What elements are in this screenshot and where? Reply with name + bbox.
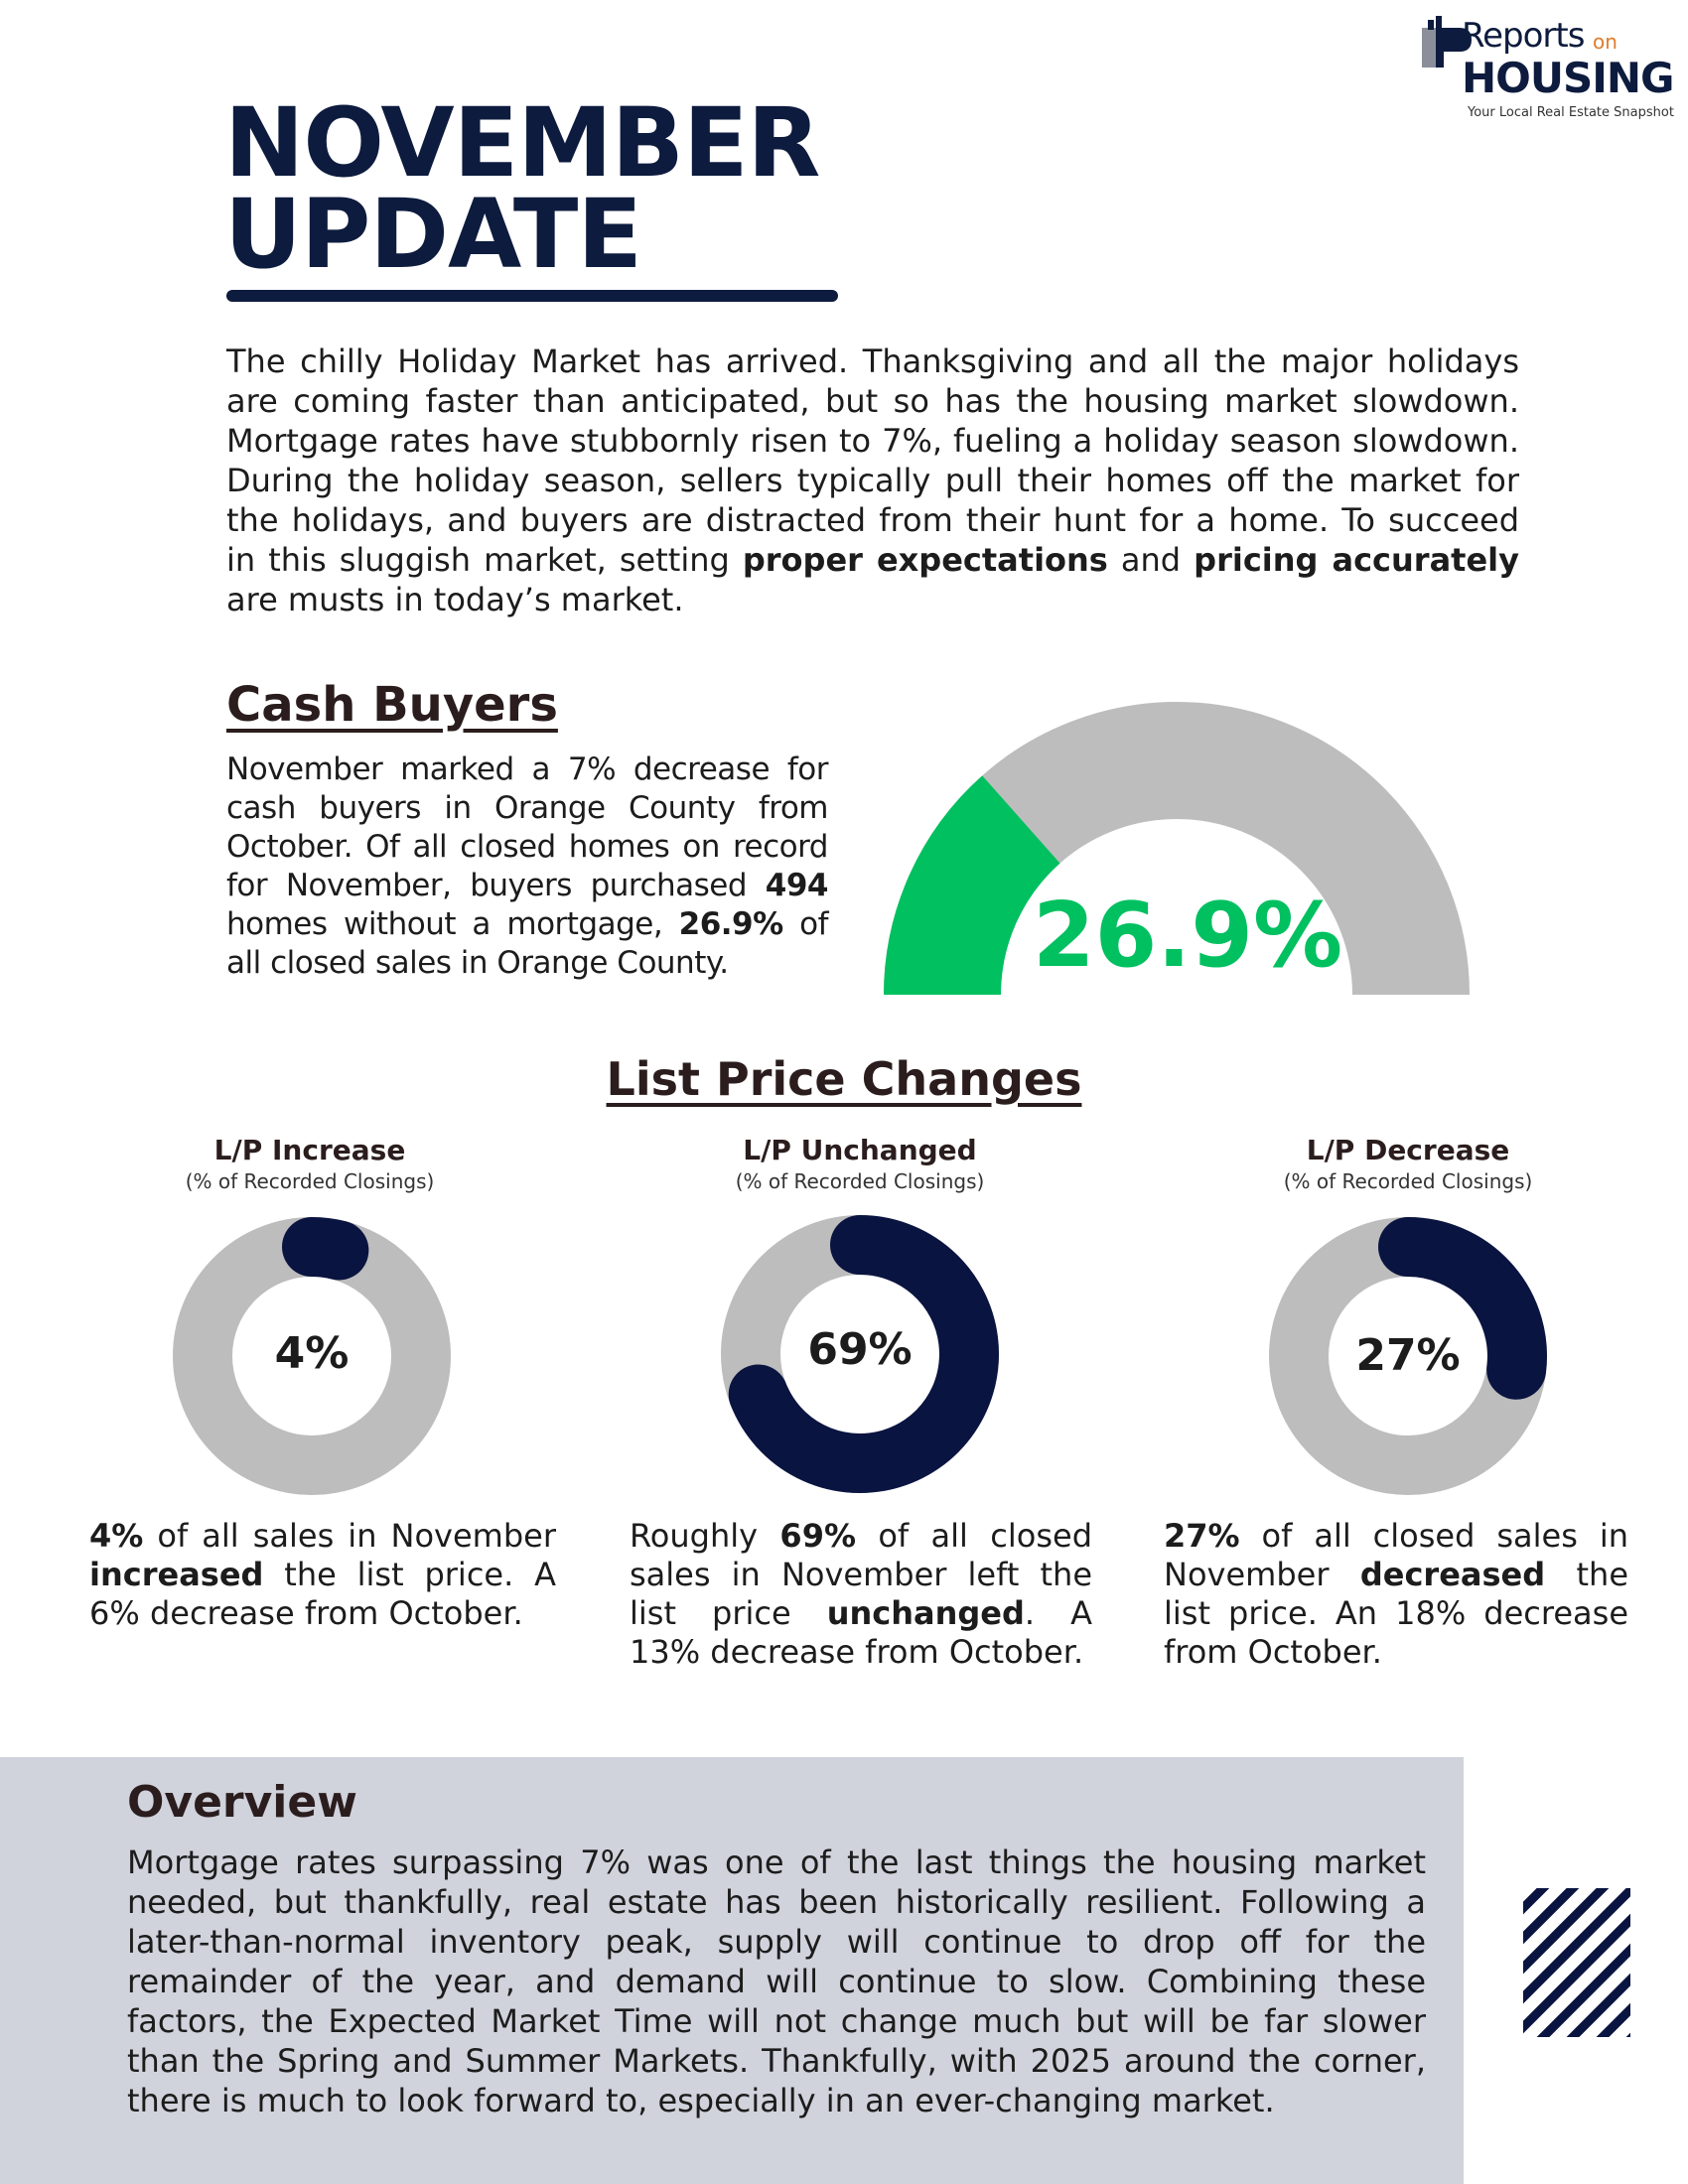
list-price-heading: List Price Changes [606,1052,1082,1106]
intro-text-end: are musts in today’s market. [226,581,684,618]
intro-bold-pricing: pricing accurately [1194,541,1519,579]
lp-unchanged-text [630,1517,1092,1672]
title-underline [226,290,838,302]
cash-text-2: homes without a mortgage, [226,906,679,942]
logo-tagline: Your Local Real Estate Snapshot [1468,105,1674,120]
lp-increase-title: L/P Increase [213,1134,406,1166]
overview-text: Mortgage rates surpassing 7% was one of the last things the housing market needed, but thankfully, real estate has been historically resilient. Following a later-than-normal inventory peak, supply will continue to drop off for the remainder of the year, and demand will continue to slow. Combining these factors, the Expected Market Time will not change much but will be far slower than the Spring and Summer Markets. Thankfully, with 2025 around the corner, there is much to look forward to, especially in an ever-changing market. [127,1843,1426,2119]
lp-increase-text [89,1517,556,1633]
intro-bold-expectations: proper expectations [742,541,1108,579]
lp-unchanged-bold-pct: 69% [779,1517,857,1555]
lp-decrease-bold-word: decreased [1359,1556,1546,1593]
lp-decrease-title: L/P Decrease [1306,1134,1510,1166]
lp-increase-t2: the list price. A 6% decrease from October. [89,1556,556,1632]
lp-unchanged-subtitle: (% of Recorded Closings) [735,1169,985,1193]
logo-reports-text: Reports [1462,16,1585,56]
lp-unchanged-t1: of all closed sales in November left the list price [630,1517,1093,1632]
lp-increase-bold-word: increased [89,1556,264,1593]
lp-unchanged-t2: . A 13% decrease from October. [630,1594,1092,1671]
cash-text-3: of all closed sales in Orange County. [226,906,828,981]
lp-decrease-t2: the list price. An 18% decrease from October. [1164,1556,1629,1671]
cash-pct: 26.9% [678,906,783,942]
lp-decrease-t1: of all closed sales in November [1164,1517,1628,1593]
donut-fill [312,1247,339,1250]
logo-on-text: on [1593,30,1618,54]
logo-housing-text: HOUSING [1462,54,1674,102]
lp-increase-value: 4% [274,1328,350,1379]
lp-increase-subtitle: (% of Recorded Closings) [185,1169,435,1193]
cash-buyers-heading: Cash Buyers [226,677,558,733]
intro-paragraph [226,341,1519,619]
reports-on-housing-logo [1410,10,1674,120]
lp-unchanged-title: L/P Unchanged [743,1134,977,1166]
page-title [224,87,939,290]
cash-text-1: November marked a 7% decrease for cash buyers in Orange County from October. Of all closed homes on record for November, buyers purchased [226,751,828,903]
lp-unchanged-value: 69% [807,1324,913,1375]
title-line-2: UPDATE [224,179,641,290]
cash-count: 494 [765,868,828,903]
title-line-1: NOVEMBER [224,87,820,199]
overview-heading: Overview [127,1777,357,1828]
lp-increase-t1: of all sales in November [143,1517,556,1555]
intro-text-mid: and [1107,541,1195,579]
diagonal-stripes-decoration [1523,1888,1630,2037]
lp-decrease-value: 27% [1355,1330,1461,1381]
lp-increase-bold-pct: 4% [89,1517,144,1555]
gauge-value: 26.9% [1033,884,1343,988]
lp-decrease-subtitle: (% of Recorded Closings) [1283,1169,1533,1193]
cash-buyers-text [226,751,828,983]
lp-decrease-text [1164,1517,1628,1672]
lp-decrease-bold-pct: 27% [1164,1517,1240,1555]
lp-unchanged-pre: Roughly [630,1517,780,1555]
gauge-fill [942,819,1021,995]
intro-text: The chilly Holiday Market has arrived. Thanksgiving and all the major holidays are coming faster than anticipated, but so has the housing market slowdown. Mortgage rates have stubbornly risen to 7%, fueling a holiday season slowdown. During the holiday season, sellers typically pull their homes off the market for the holidays, and buyers are distracted from their hunt for a home. To succeed in this sluggish market, setting [226,342,1519,579]
lp-unchanged-bold-word: unchanged [826,1594,1025,1632]
